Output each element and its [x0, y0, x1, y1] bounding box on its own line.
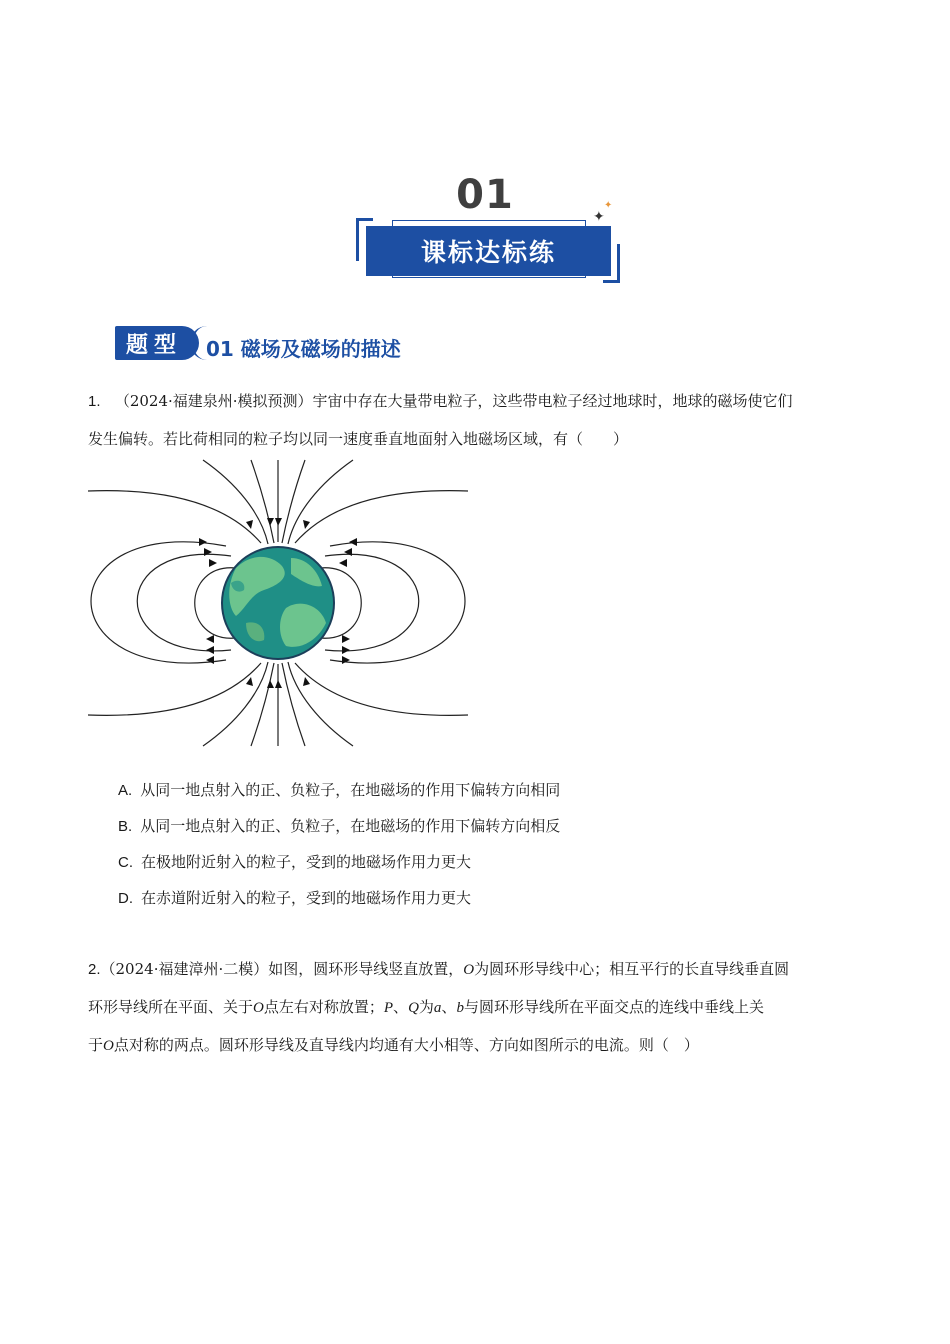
q1-option-c[interactable]	[118, 852, 471, 873]
q2-text: 与圆环形导线所在平面交点的连线中垂线上关	[463, 998, 764, 1016]
option-letter: A.	[118, 782, 133, 799]
var-o: O	[253, 1000, 264, 1016]
chapter-number: 01	[456, 172, 514, 218]
separator: 、	[393, 998, 409, 1016]
q2-number: 2.	[88, 961, 101, 978]
q1-option-b[interactable]	[118, 816, 560, 837]
q2-text: 点左右对称放置；	[263, 998, 384, 1016]
var-a: a	[433, 1000, 442, 1016]
q1-number: 1.	[88, 393, 101, 410]
q2-line-3	[88, 1035, 699, 1056]
q1-stem-1: （2024·福建泉州·模拟预测）宇宙中存在大量带电粒子，这些带电粒子经过地球时，地球的磁场使它们	[114, 392, 793, 410]
var-q: Q	[408, 1000, 419, 1016]
earth-globe	[222, 547, 334, 659]
question-type-tag-label: 题型	[125, 331, 182, 358]
q1-option-d[interactable]	[118, 888, 471, 909]
q1-option-a[interactable]	[118, 780, 560, 801]
q2-text: 为	[418, 998, 434, 1016]
option-text: 从同一地点射入的正、负粒子，在地磁场的作用下偏转方向相反	[140, 817, 561, 835]
q2-line-1	[88, 959, 789, 980]
sparkle-small-icon: ✦	[604, 200, 613, 211]
chapter-banner	[366, 226, 611, 276]
q2-text: 点对称的两点。圆环形导线及直导线内均通有大小相等、方向如图所示的电流。则（ ）	[113, 1036, 699, 1054]
var-p: P	[383, 1000, 394, 1016]
var-o: O	[463, 962, 475, 978]
option-text: 在赤道附近射入的粒子，受到的地磁场作用力更大	[141, 889, 472, 907]
banner-corner-bottom-right	[603, 244, 620, 283]
q2-line-2	[88, 997, 764, 1018]
var-b: b	[456, 1000, 464, 1016]
q2-text: 为圆环形导线中心；相互平行的长直导线垂直圆	[474, 960, 790, 978]
sparkle-icon: ✦	[593, 209, 605, 225]
q1-line-1	[88, 391, 793, 412]
option-letter: D.	[118, 890, 133, 907]
question-type-tag	[115, 326, 199, 360]
q2-text: （2024·福建漳州·二模）如图，圆环形导线竖直放置，	[100, 960, 464, 978]
q1-line-2: 发生偏转。若比荷相同的粒子均以同一速度垂直地面射入地磁场区域，有（ ）	[88, 430, 629, 448]
option-text: 从同一地点射入的正、负粒子，在地磁场的作用下偏转方向相同	[140, 781, 561, 799]
separator: 、	[441, 998, 457, 1016]
var-o: O	[103, 1038, 114, 1054]
q2-text: 于	[88, 1036, 104, 1054]
banner-title: 课标达标练	[420, 238, 556, 267]
option-text: 在极地附近射入的粒子，受到的地磁场作用力更大	[141, 853, 472, 871]
section-title: 01 磁场及磁场的描述	[206, 337, 401, 361]
earth-magnetic-field-figure	[86, 458, 470, 748]
q2-text: 环形导线所在平面、关于	[88, 998, 254, 1016]
option-letter: B.	[118, 818, 133, 835]
option-letter: C.	[118, 854, 133, 871]
